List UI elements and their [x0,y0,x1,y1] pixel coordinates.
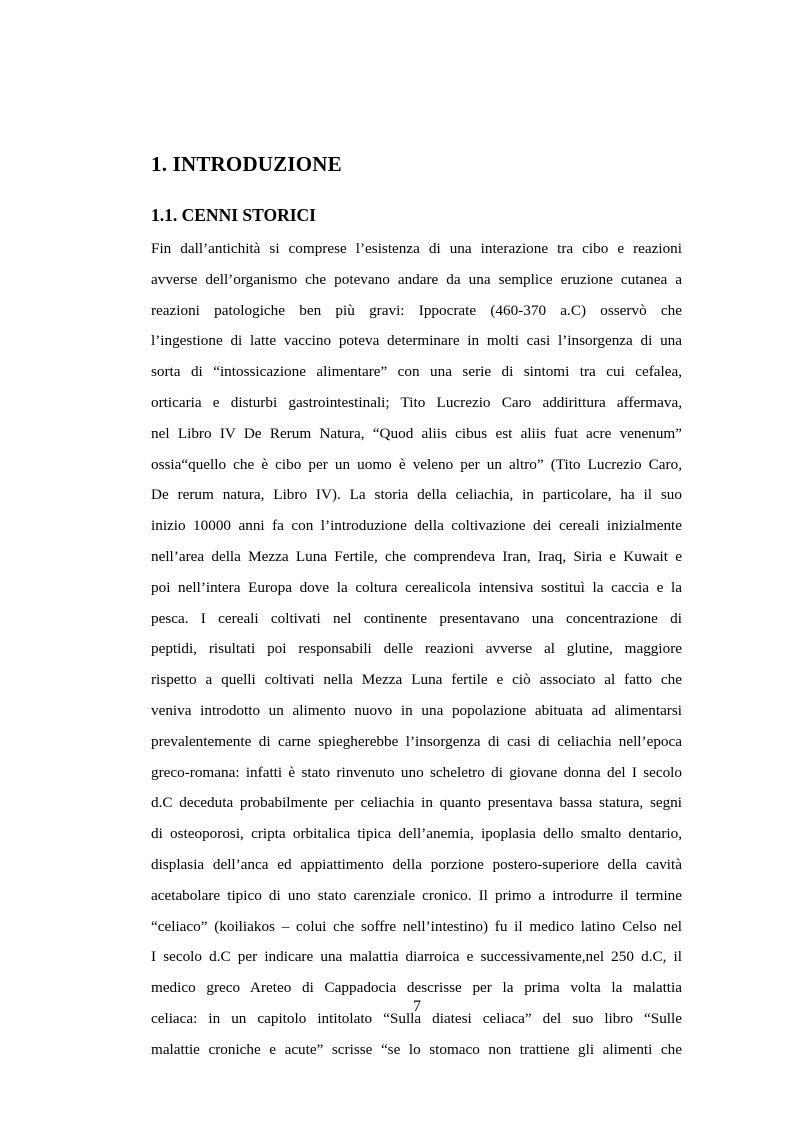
text-line: avverse dell’organismo che potevano andare da una semplice eruzione cutanea a [151,270,682,288]
text-line: l’ingestione di latte vaccino poteva determinare in molti casi l’insorgenza di una [151,332,682,350]
text-line: medico greco Areteo di Cappadocia descrisse per la prima volta la malattia [151,979,682,997]
text-line: pesca. I cereali coltivati nel continente presentavano una concentrazione di [151,609,682,627]
body-paragraph [151,234,682,1066]
text-line: nel Libro IV De Rerum Natura, “Quod aliis cibus est aliis fuat acre venenum” [151,424,682,442]
text-line: “celiaco” (koiliakos – colui che soffre nell’intestino) fu il medico latino Celso nel [151,917,682,935]
text-line: poi nell’intera Europa dove la coltura cerealicola intensiva sostituì la caccia e la [151,578,682,596]
text-line: celiaca: in un capitolo intitolato “Sulla diatesi celiaca” del suo libro “Sulle [151,1009,682,1027]
text-line: greco-romana: infatti è stato rinvenuto uno scheletro di giovane donna del I secolo [151,763,682,781]
text-line: ossia“quello che è cibo per un uomo è veleno per un altro” (Tito Lucrezio Caro, [151,455,682,473]
text-line: De rerum natura, Libro IV). La storia della celiachia, in particolare, ha il suo [151,486,682,504]
text-line: reazioni patologiche ben più gravi: Ippocrate (460-370 a.C) osservò che [151,301,682,319]
text-line: inizio 10000 anni fa con l’introduzione della coltivazione dei cereali inizialmente [151,517,682,535]
page-number: 7 [413,998,421,1015]
section-title: 1.1. CENNI STORICI [151,205,316,225]
text-line: di osteoporosi, cripta orbitalica tipica dell’anemia, ipoplasia dello smalto dentario, [151,825,682,843]
text-line: orticaria e disturbi gastrointestinali; Tito Lucrezio Caro addirittura affermava, [151,393,682,411]
text-line: Fin dall’antichità si comprese l’esistenza di una interazione tra cibo e reazioni [151,240,682,257]
text-line: displasia dell’anca ed appiattimento della porzione postero-superiore della cavità [151,855,682,873]
text-line: rispetto a quelli coltivati nella Mezza Luna fertile e ciò associato al fatto che [151,671,682,689]
text-line: malattie croniche e acute” scrisse “se lo stomaco non trattiene gli alimenti che [151,1040,682,1058]
text-line: d.C deceduta probabilmente per celiachia in quanto presentava bassa statura, segni [151,794,682,812]
chapter-title: 1. INTRODUZIONE [151,152,342,176]
text-line: sorta di “intossicazione alimentare” con una serie di sintomi tra cui cefalea, [151,363,682,381]
text-line: prevalentemente di carne spiegherebbe l’insorgenza di casi di celiachia nell’epoca [151,732,682,750]
text-line: nell’area della Mezza Luna Fertile, che comprendeva Iran, Iraq, Siria e Kuwait e [151,547,682,565]
text-line: peptidi, risultati poi responsabili delle reazioni avverse al glutine, maggiore [151,640,682,658]
text-line: veniva introdotto un alimento nuovo in una popolazione abituata ad alimentarsi [151,701,682,719]
text-line: I secolo d.C per indicare una malattia diarroica e successivamente,nel 250 d.C, il [151,948,682,966]
text-line: acetabolare tipico di uno stato carenziale cronico. Il primo a introdurre il termine [151,886,682,904]
